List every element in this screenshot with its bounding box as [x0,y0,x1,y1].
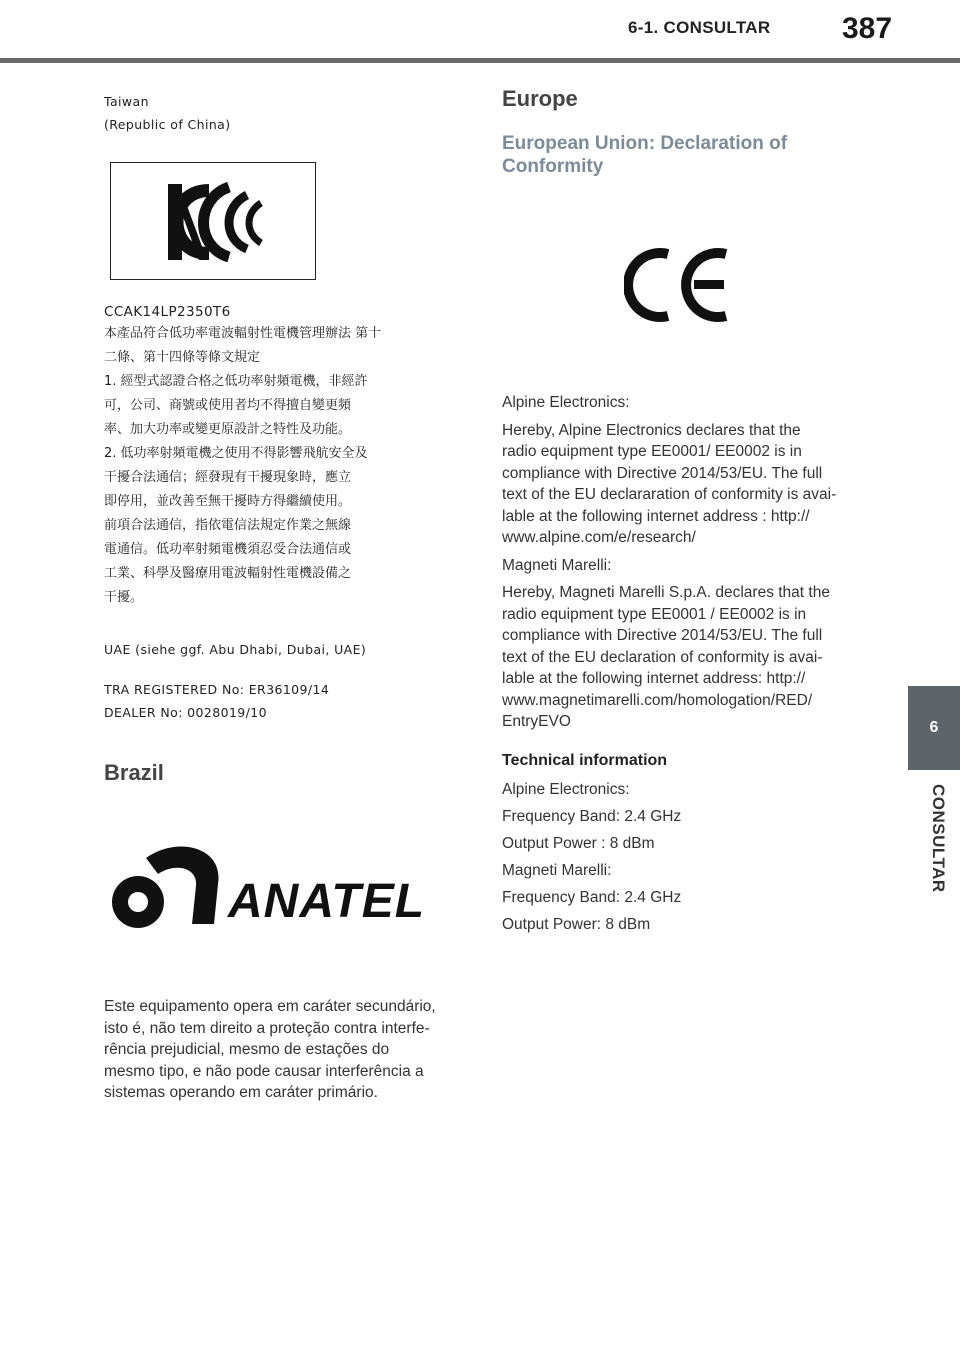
regulation-line: 2. 低功率射頻電機之使用不得影響飛航安全及 [104,446,368,461]
regulation-line: 干擾合法通信；經發現有干擾現象時，應立 [104,470,352,485]
paragraph-line: isto é, não tem direito a proteção contra interfe- [104,1019,430,1037]
declaration-line: lable at the following internet address: http:// [502,670,806,687]
paragraph-line: sistemas operando em caráter primário. [104,1084,378,1101]
declaration-line: lable at the following internet address : http:// [502,507,810,525]
anatel-logo-wordmark: ANATEL [228,875,426,928]
chapter-label: CONSULTAR [929,784,948,893]
regulation-line: 即停用，並改善至無干擾時方得繼續使用。 [104,494,352,509]
declaration-line: text of the EU declararation of conformity is avai- [502,486,837,503]
section-title: 6-1. CONSULTAR [628,18,771,37]
taiwan-country: Taiwan [104,94,149,109]
regulation-line: 率、加大功率或變更原設計之特性及功能。 [104,422,352,437]
taiwan-cert-code: CCAK14LP2350T6 [104,304,231,320]
ncc-logo-icon [111,163,317,281]
regulation-line: 干擾。 [104,590,144,605]
regulation-line: 工業、科學及醫療用電波輻射性電機設備之 [104,566,352,581]
uae-line: UAE (siehe ggf. Abu Dhabi, Dubai, UAE) [104,642,367,657]
regulation-line: 1. 經型式認證合格之低功率射頻電機，非經許 [104,374,368,389]
subheading-line: Conformity [502,156,604,177]
magneti-label: Magneti Marelli: [502,556,612,574]
declaration-line: www.magnetimarelli.com/homologation/RED/ [502,691,813,709]
regulation-line: 前項合法通信，指依電信法規定作業之無線 [104,518,352,533]
paragraph-line: rência prejudicial, mesmo de estações do [104,1041,390,1058]
technical-item: Frequency Band: 2.4 GHz [502,808,682,825]
alpine-label: Alpine Electronics: [502,394,630,411]
ncc-logo-frame [110,162,316,280]
chapter-tab[interactable] [908,686,960,770]
taiwan-regulation-text [104,322,464,610]
declaration-line: radio equipment type EE0001/ EE0002 is in [502,443,802,460]
technical-heading: Technical information [502,752,668,769]
declaration-line: Hereby, Alpine Electronics declares that the [502,421,801,439]
subheading-line: European Union: Declaration of [502,133,788,154]
declaration-line: text of the EU declaration of conformity is avai- [502,648,823,666]
declaration-line: compliance with Directive 2014/53/EU. The full [502,464,823,482]
technical-item: Frequency Band: 2.4 GHz [502,889,682,906]
technical-information [502,752,864,938]
chapter-number: 6 [929,719,939,736]
anatel-logo [106,836,452,932]
anatel-logo-icon [106,836,226,932]
alpine-declaration [502,392,864,733]
regulation-line: 可，公司、商號或使用者均不得擅自變更頻 [104,398,352,413]
technical-item: Output Power : 8 dBm [502,835,655,852]
page-number: 387 [842,12,893,45]
technical-item: Alpine Electronics: [502,781,630,798]
taiwan-country-note: (Republic of China) [104,117,231,132]
declaration-line: radio equipment type EE0001 / EE0002 is in [502,605,807,623]
regulation-line: 二條、第十四條等條文規定 [104,350,261,365]
declaration-line: www.alpine.com/e/research/ [502,529,696,546]
regulation-line: 本產品符合低功率電波輻射性電機管理辦法 第十 [104,326,382,341]
declaration-line: Hereby, Magneti Marelli S.p.A. declares that the [502,584,830,601]
paragraph-line: Este equipamento opera em caráter secundário, [104,998,436,1015]
uae-dealer-number: DEALER No: 0028019/10 [104,705,267,720]
europe-heading: Europe [502,86,578,111]
declaration-line: compliance with Directive 2014/53/EU. The full [502,627,823,644]
brazil-heading: Brazil [104,760,164,785]
header-divider [0,58,960,63]
declaration-line: EntryEVO [502,713,571,730]
paragraph-line: mesmo tipo, e não pode causar interferência a [104,1062,424,1080]
ce-mark-icon [624,246,732,324]
regulation-line: 電通信。低功率射頻電機須忍受合法通信或 [104,542,352,557]
technical-item: Output Power: 8 dBm [502,916,651,933]
eu-subheading [502,132,862,178]
brazil-paragraph [104,996,466,1104]
technical-item: Magneti Marelli: [502,862,612,879]
uae-tra-number: TRA REGISTERED No: ER36109/14 [104,682,330,697]
